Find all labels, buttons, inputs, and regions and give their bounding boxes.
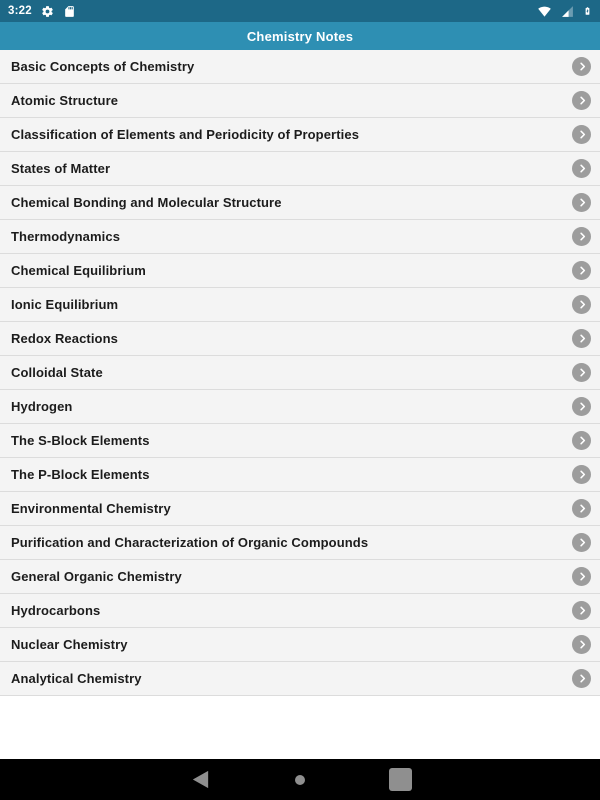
list-item-label: Atomic Structure	[11, 93, 119, 108]
home-button[interactable]	[288, 768, 312, 792]
list-item-label: Classification of Elements and Periodicity of Properties	[11, 127, 360, 142]
list-item[interactable]	[0, 662, 600, 696]
list-item[interactable]	[0, 526, 600, 560]
topic-list	[0, 50, 600, 696]
list-item[interactable]	[0, 254, 600, 288]
list-item-label: Redox Reactions	[11, 331, 118, 346]
navigation-bar	[0, 759, 600, 800]
wifi-icon	[537, 5, 552, 18]
list-item-label: Ionic Equilibrium	[11, 297, 119, 312]
back-icon	[189, 767, 212, 792]
recents-button[interactable]	[388, 768, 412, 792]
page-title: Chemistry Notes	[246, 28, 354, 44]
list-item[interactable]	[0, 50, 600, 84]
back-button[interactable]	[188, 768, 212, 792]
list-item[interactable]	[0, 628, 600, 662]
chevron-right-icon	[572, 329, 591, 348]
list-item[interactable]	[0, 390, 600, 424]
list-item[interactable]	[0, 186, 600, 220]
list-item[interactable]	[0, 322, 600, 356]
list-item-label: States of Matter	[11, 161, 111, 176]
chevron-right-icon	[572, 635, 591, 654]
chevron-right-icon	[572, 193, 591, 212]
status-bar-right	[537, 4, 592, 18]
chevron-right-icon	[572, 227, 591, 246]
list-item[interactable]	[0, 152, 600, 186]
settings-icon	[41, 5, 54, 18]
chevron-right-icon	[572, 91, 591, 110]
chevron-right-icon	[572, 601, 591, 620]
home-icon	[295, 775, 305, 785]
list-item[interactable]	[0, 560, 600, 594]
list-item[interactable]	[0, 84, 600, 118]
status-time: 3:22	[8, 5, 32, 17]
content-gap	[0, 696, 600, 759]
list-item-label: Environmental Chemistry	[11, 501, 171, 516]
list-item-label: The S-Block Elements	[11, 433, 150, 448]
cellular-signal-icon	[561, 5, 574, 18]
list-item[interactable]	[0, 594, 600, 628]
chevron-right-icon	[572, 261, 591, 280]
list-item-label: Chemical Equilibrium	[11, 263, 146, 278]
chevron-right-icon	[572, 567, 591, 586]
list-item-label: Purification and Characterization of Organic Compounds	[11, 535, 369, 550]
list-item-label: Colloidal State	[11, 365, 103, 380]
list-item-label: The P-Block Elements	[11, 467, 150, 482]
list-item[interactable]	[0, 118, 600, 152]
chevron-right-icon	[572, 669, 591, 688]
sd-card-icon	[63, 5, 76, 18]
chevron-right-icon	[572, 431, 591, 450]
list-item[interactable]	[0, 288, 600, 322]
status-bar	[0, 0, 600, 22]
chevron-right-icon	[572, 499, 591, 518]
list-item-label: Hydrocarbons	[11, 603, 101, 618]
recents-icon	[389, 768, 412, 791]
list-item[interactable]	[0, 220, 600, 254]
chevron-right-icon	[572, 397, 591, 416]
list-item-label: General Organic Chemistry	[11, 569, 182, 584]
chevron-right-icon	[572, 125, 591, 144]
status-bar-left	[8, 5, 76, 18]
chevron-right-icon	[572, 533, 591, 552]
chevron-right-icon	[572, 363, 591, 382]
list-item-label: Analytical Chemistry	[11, 671, 142, 686]
chevron-right-icon	[572, 295, 591, 314]
list-item-label: Chemical Bonding and Molecular Structure	[11, 195, 282, 210]
list-item[interactable]	[0, 492, 600, 526]
chevron-right-icon	[572, 465, 591, 484]
chevron-right-icon	[572, 159, 591, 178]
list-item[interactable]	[0, 424, 600, 458]
battery-charging-icon	[583, 4, 592, 18]
list-item-label: Thermodynamics	[11, 229, 121, 244]
list-item-label: Basic Concepts of Chemistry	[11, 59, 195, 74]
list-item[interactable]	[0, 458, 600, 492]
chevron-right-icon	[572, 57, 591, 76]
list-item[interactable]	[0, 356, 600, 390]
app-bar	[0, 22, 600, 50]
list-item-label: Nuclear Chemistry	[11, 637, 128, 652]
list-item-label: Hydrogen	[11, 399, 73, 414]
